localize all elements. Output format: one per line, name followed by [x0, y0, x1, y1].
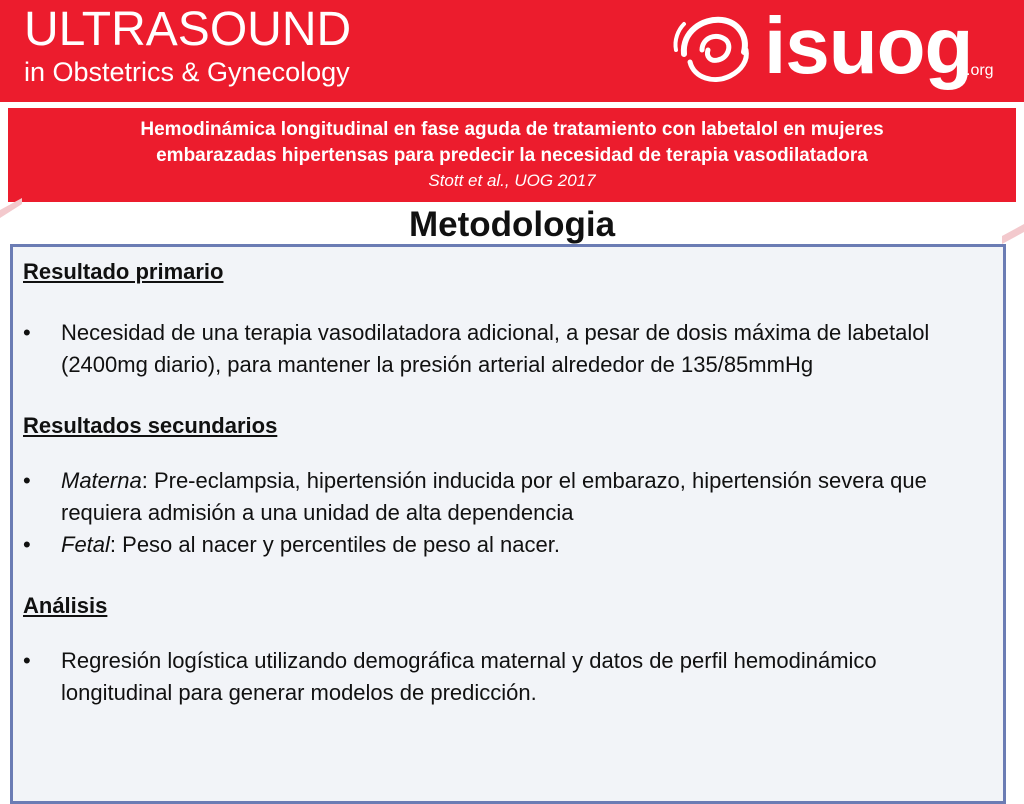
article-title-box: [8, 108, 1016, 202]
journal-header: [0, 0, 1024, 102]
methodology-content-box: [10, 244, 1006, 804]
secondary-outcomes-heading: Resultados secundarios: [23, 413, 278, 438]
maternal-text: : Pre-eclampsia, hipertensión inducida por el embarazo, hipertensión severa que requiera admisión a una unidad de alta dependencia: [61, 468, 927, 525]
primary-outcome-heading: Resultado primario: [23, 259, 224, 284]
slide-heading: Metodologia: [408, 205, 616, 244]
secondary-outcome-maternal: [23, 465, 989, 529]
article-title-line-1: Hemodinámica longitudinal en fase aguda de tratamiento con labetalol en mujeres: [140, 119, 884, 140]
isuog-logo-text: isuog: [764, 1, 973, 90]
fetal-label: Fetal: [61, 532, 110, 557]
analysis-bullet: • Regresión logística utilizando demográfica maternal y datos de perfil hemodinámico longitudinal para generar modelos de predicción.: [23, 645, 989, 709]
fetal-text: : Peso al nacer y percentiles de peso al nacer.: [109, 532, 560, 557]
isuog-swirl-icon: [672, 10, 758, 90]
analysis-heading: Análisis: [23, 593, 108, 618]
journal-title: ULTRASOUND: [24, 3, 352, 56]
isuog-logo-suffix: .org: [966, 62, 994, 79]
primary-outcome-bullet: • Necesidad de una terapia vasodilatadora adicional, a pesar de dosis máxima de labetalol (2400mg diario), para mantener la presión arterial alrededor de 135/85mmHg: [23, 317, 989, 381]
secondary-outcome-fetal: [23, 529, 989, 561]
journal-subtitle: in Obstetrics & Gynecology: [24, 57, 350, 87]
maternal-label: Materna: [61, 468, 142, 493]
article-citation: Stott et al., UOG 2017: [428, 171, 596, 190]
article-title-line-2: embarazadas hipertensas para predecir la necesidad de terapia vasodilatadora: [156, 145, 868, 166]
